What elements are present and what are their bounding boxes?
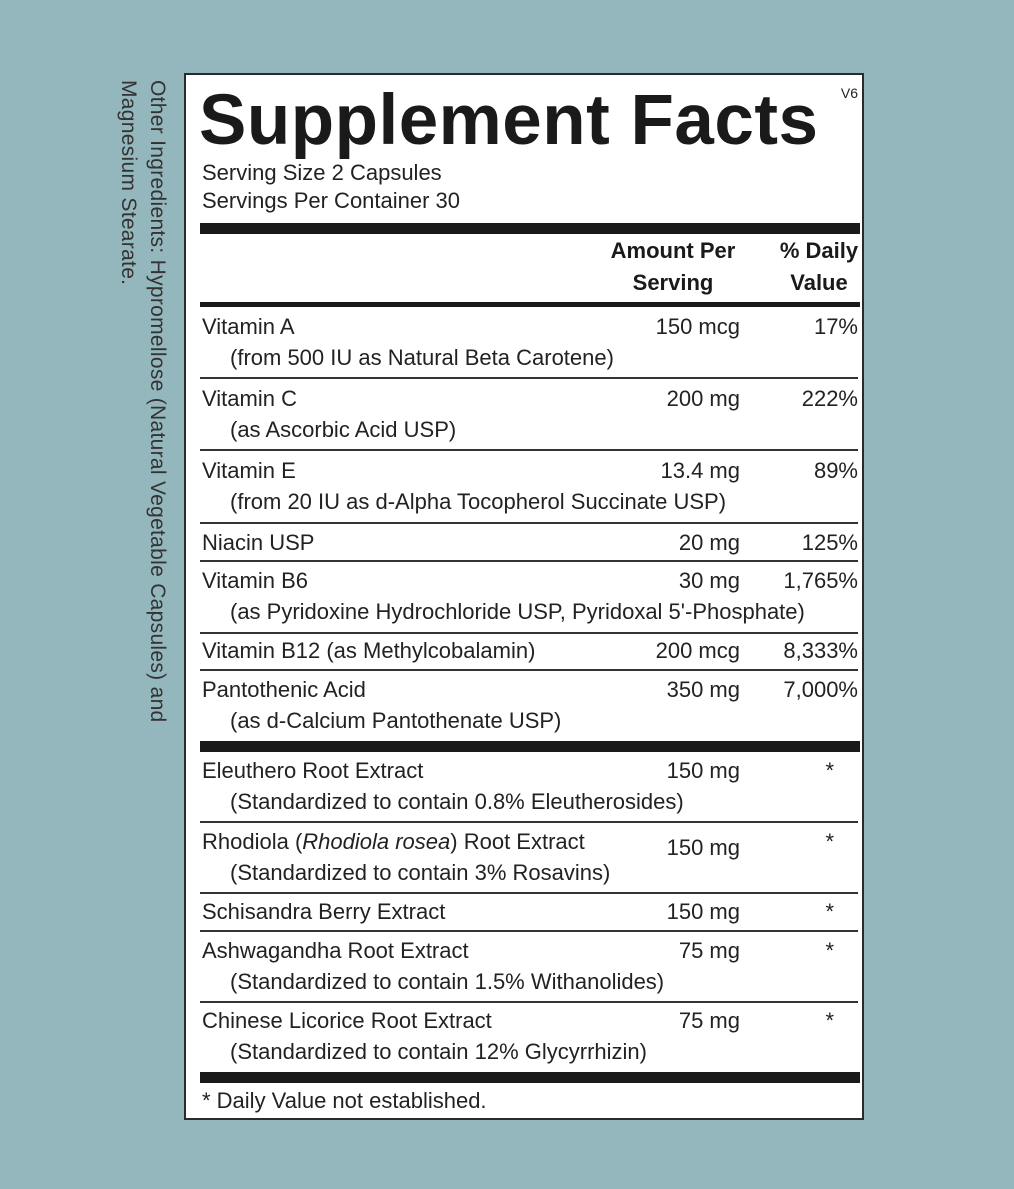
nutrient-source: (from 500 IU as Natural Beta Carotene) [230,345,614,370]
nutrient-source: (from 20 IU as d-Alpha Tocopherol Succinate USP) [230,489,727,514]
supplement-facts-panel [184,73,864,1120]
nutrient-amount: 200 mcg [655,638,740,663]
row-divider [200,632,858,634]
extract-daily-value: * [825,758,834,783]
row-divider [200,930,858,932]
extract-daily-value: * [825,938,834,963]
nutrient-amount: 13.4 mg [660,458,740,483]
row-divider [200,560,858,562]
dv-header-line2: Value [790,270,848,295]
nutrient-name: Vitamin A [202,314,295,339]
nutrient-name: Vitamin C [202,386,297,411]
extract-standardization: (Standardized to contain 1.5% Withanolides) [230,969,665,994]
extract-species: Rhodiola rosea [302,829,451,854]
extract-standardization: (Standardized to contain 0.8% Eleutherosides) [230,789,684,814]
daily-value-header [766,235,872,299]
other-ingredients: Other Ingredients: Hypromellose (Natural Vegetable Capsules) and Magnesium Stearate. [117,80,169,723]
extract-standardization: (Standardized to contain 12% Glycyrrhizin) [230,1039,647,1064]
footnote: * Daily Value not established. [202,1088,487,1113]
servings-per-container: Servings Per Container 30 [202,188,461,213]
amount-header-line2: Serving [632,270,714,295]
nutrient-name: Vitamin B6 [202,568,308,593]
nutrient-daily-value: 8,333% [783,638,858,663]
nutrient-source: (as d-Calcium Pantothenate USP) [230,708,562,733]
nutrient-amount: 350 mg [666,677,740,702]
extract-name-part: Rhodiola ( [202,829,303,854]
nutrient-source: (as Ascorbic Acid USP) [230,417,457,442]
extract-name-part: ) Root Extract [450,829,585,854]
nutrient-amount: 30 mg [678,568,740,593]
extract-daily-value: * [825,899,834,924]
extract-amount: 150 mg [666,758,740,783]
nutrient-name: Vitamin E [202,458,296,483]
extract-amount: 75 mg [678,938,740,963]
amount-header [598,235,748,299]
nutrient-amount: 150 mcg [655,314,740,339]
nutrient-amount: 200 mg [666,386,740,411]
nutrient-daily-value: 1,765% [783,568,858,593]
row-divider [200,669,858,671]
extract-amount: 75 mg [678,1008,740,1033]
serving-size: Serving Size 2 Capsules [202,160,442,185]
extract-name: Chinese Licorice Root Extract [202,1008,492,1033]
nutrient-source: (as Pyridoxine Hydrochloride USP, Pyridoxal 5'-Phosphate) [230,599,805,624]
header-divider [200,302,860,307]
extract-name [202,826,585,857]
row-divider [200,522,858,524]
nutrient-daily-value: 222% [801,386,858,411]
extract-daily-value: * [825,1008,834,1033]
dv-header-line1: % Daily [779,238,859,263]
row-divider [200,377,858,379]
row-divider [200,892,858,894]
extract-amount: 150 mg [666,899,740,924]
extract-name: Ashwagandha Root Extract [202,938,469,963]
nutrient-daily-value: 125% [801,530,858,555]
amount-header-line1: Amount Per [610,238,736,263]
panel-title: Supplement Facts [199,81,819,160]
row-divider [200,821,858,823]
nutrient-daily-value: 89% [813,458,858,483]
bottom-divider [200,1072,860,1083]
row-divider [200,449,858,451]
nutrient-name: Niacin USP [202,530,315,555]
nutrient-amount: 20 mg [678,530,740,555]
extract-name: Schisandra Berry Extract [202,899,446,924]
serving-info [202,159,460,215]
row-divider [200,1001,858,1003]
extract-daily-value: * [825,829,834,854]
nutrient-name: Vitamin B12 (as Methylcobalamin) [202,638,536,663]
nutrient-daily-value: 7,000% [783,677,858,702]
nutrient-daily-value: 17% [813,314,858,339]
version-label: V6 [840,85,858,101]
section-divider [200,741,860,752]
extract-amount: 150 mg [666,835,740,860]
extract-name: Eleuthero Root Extract [202,758,424,783]
extract-standardization: (Standardized to contain 3% Rosavins) [230,860,611,885]
nutrient-name: Pantothenic Acid [202,677,366,702]
top-divider [200,223,860,234]
